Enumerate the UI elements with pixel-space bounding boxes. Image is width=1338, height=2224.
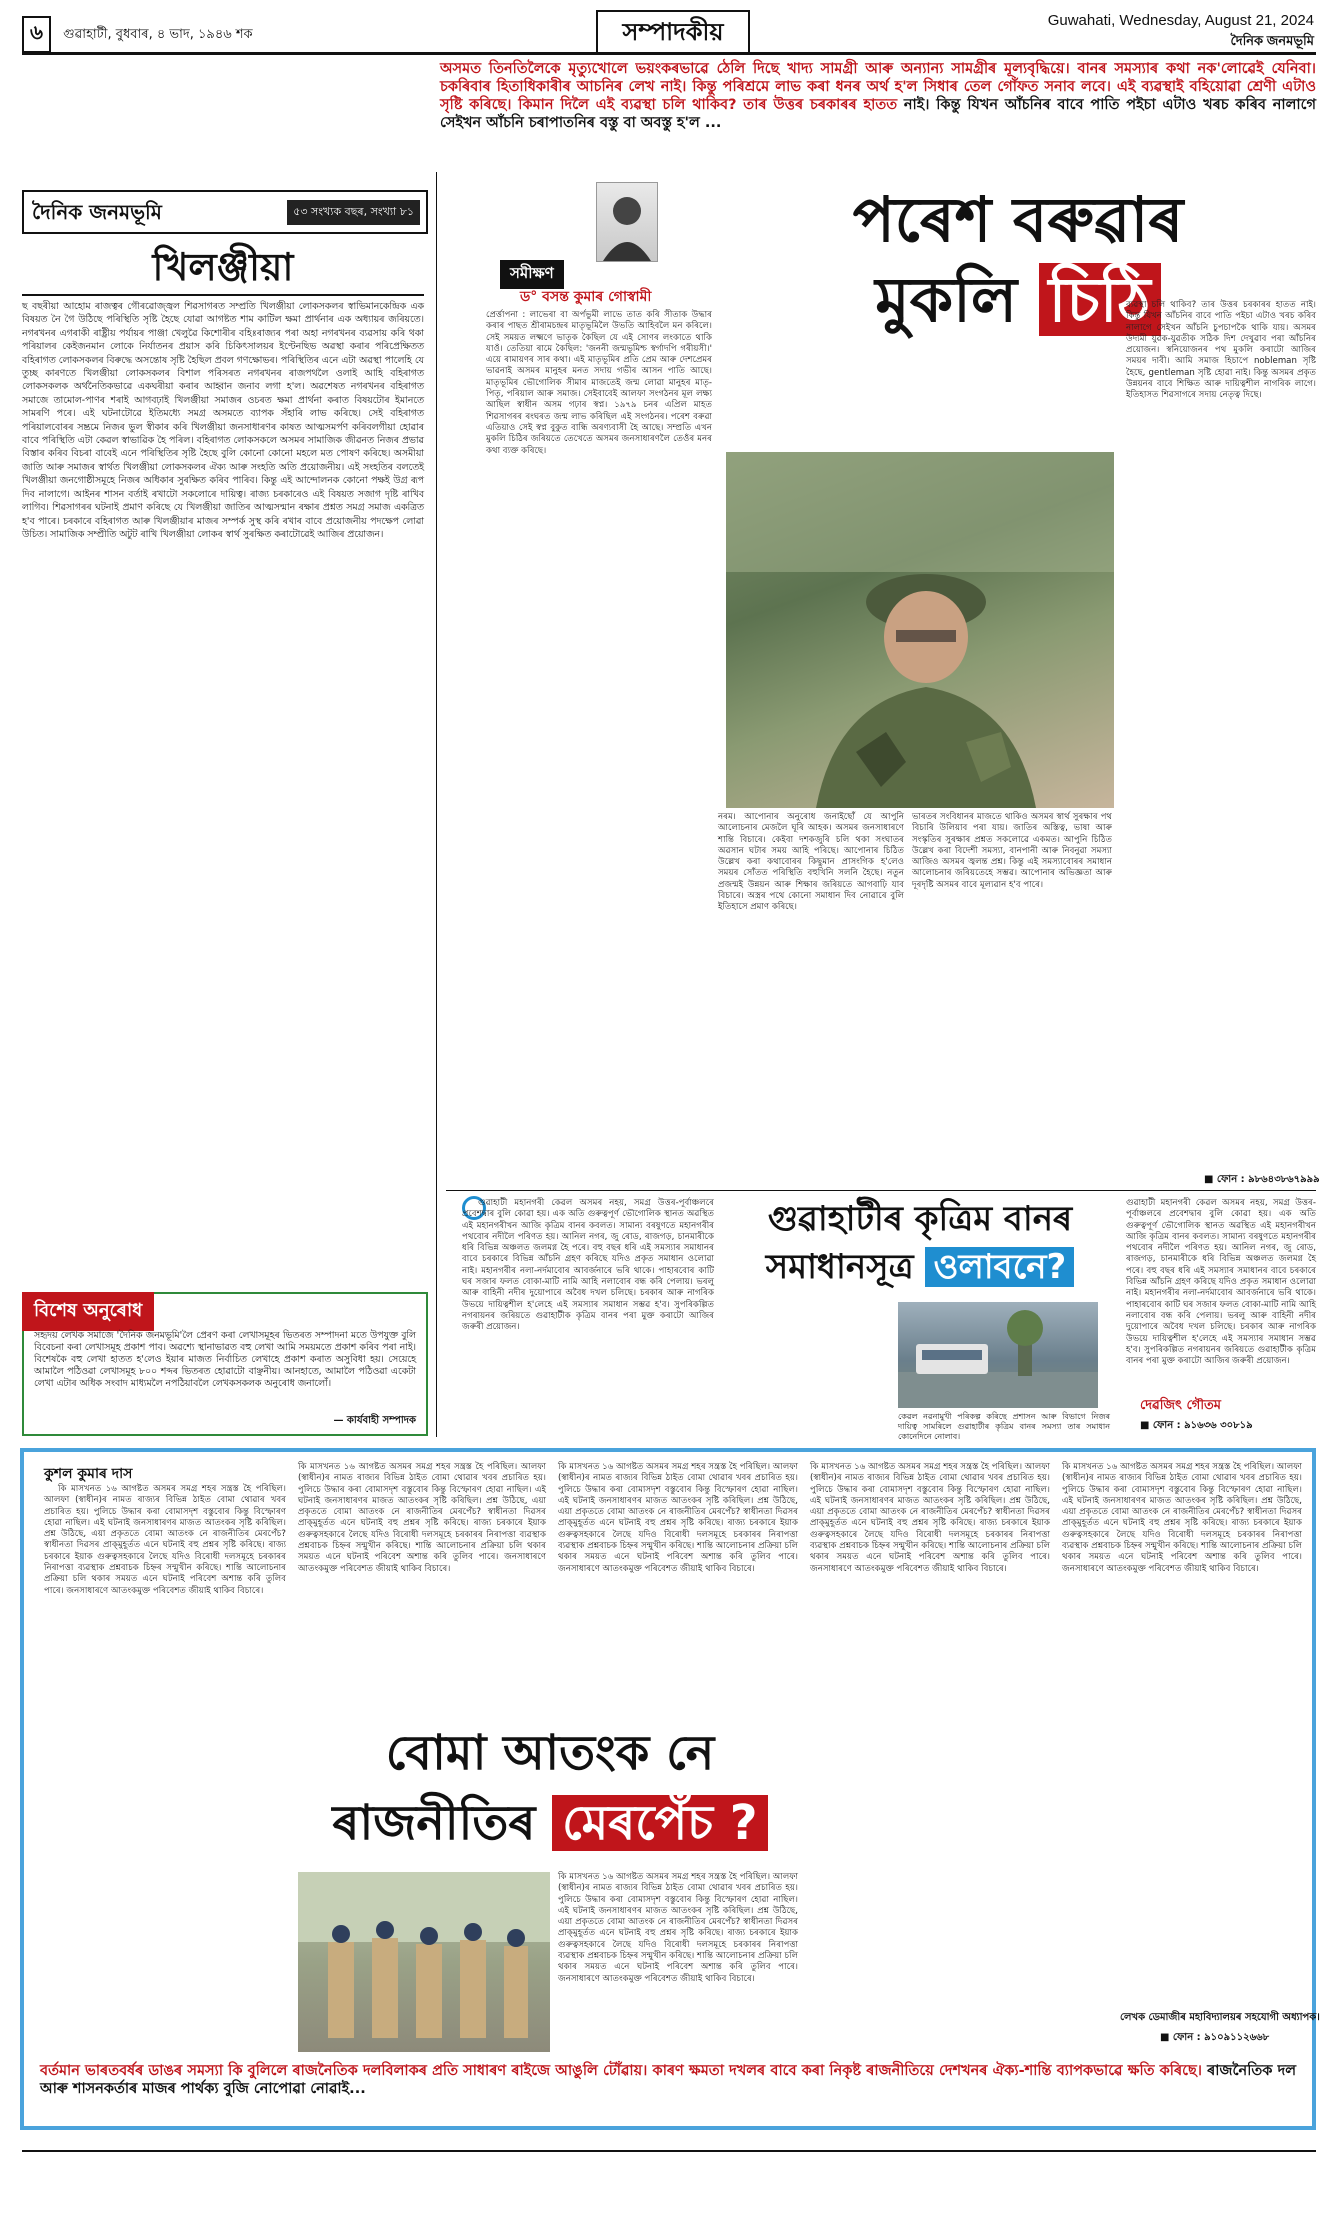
article-contact: ■ ফোন : ৯৮৬৪৩৮৬৭৯৯৯ [1204,1174,1320,1185]
flood-author: দেৱজিৎ গৌতম [1140,1398,1222,1413]
bottom-body-col5: কি মাসখনত ১৬ আগষ্টত অসমৰ সমগ্ৰ শহৰ সন্ত্ৰস্ত হৈ পৰিছিল। আলফা (স্বাধীন)ৰ নামত ৰাজ্যৰ বিভিন্ন ঠাইত বোমা থোৱাৰ খবৰ প্ৰচাৰিত হয়। পুলিচে উদ্ধাৰ কৰা বোমাসদৃশ বস্তুবোৰ কিন্তু বিস্ফোৰণ হোৱা নাছিল। এই ঘটনাই জনসাধাৰণৰ মাজত আতংকৰ সৃষ্টি কৰিছিল। প্ৰশ্ন উঠিছে, এয়া প্ৰকৃততে বোমা আতংক নে ৰাজনীতিৰ মেৰপেঁচ? স্বাধীনতা দিৱসৰ প্ৰাক্‌মুহূৰ্তত এনে ঘটনাই বহু প্ৰশ্নৰ সৃষ্টি কৰিছে। ৰাজ্য চৰকাৰে ইয়াক গুৰুত্বসহকাৰে লৈছে যদিও বিৰোধী দলসমূহে চৰকাৰৰ নিৰাপত্তা ব্যৱস্থাক প্ৰশ্নবাচক চিহ্নৰ সন্মুখীন কৰিছে। শান্তি আলোচনাৰ প্ৰক্ৰিয়া চলি থকাৰ সময়ত এনে ঘটনাই পৰিবেশ অশান্ত কৰি তুলিব পাৰে। জনসাধাৰণে আতংকমুক্ত পৰিবেশত জীয়াই থাকিব বিচাৰে। [1062,1462,1302,1574]
footer-rule [22,2150,1316,2152]
bottom-headline-line1: বোমা আতংক নে [385,1725,715,1781]
article-tag: সমীক্ষণ [500,260,564,289]
bottom-body-col3: কি মাসখনত ১৬ আগষ্টত অসমৰ সমগ্ৰ শহৰ সন্ত্ৰস্ত হৈ পৰিছিল। আলফা (স্বাধীন)ৰ নামত ৰাজ্যৰ বিভিন্ন ঠাইত বোমা থোৱাৰ খবৰ প্ৰচাৰিত হয়। পুলিচে উদ্ধাৰ কৰা বোমাসদৃশ বস্তুবোৰ কিন্তু বিস্ফোৰণ হোৱা নাছিল। এই ঘটনাই জনসাধাৰণৰ মাজত আতংকৰ সৃষ্টি কৰিছিল। প্ৰশ্ন উঠিছে, এয়া প্ৰকৃততে বোমা আতংক নে ৰাজনীতিৰ মেৰপেঁচ? স্বাধীনতা দিৱসৰ প্ৰাক্‌মুহূৰ্তত এনে ঘটনাই বহু প্ৰশ্নৰ সৃষ্টি কৰিছে। ৰাজ্য চৰকাৰে ইয়াক গুৰুত্বসহকাৰে লৈছে যদিও বিৰোধী দলসমূহে চৰকাৰৰ নিৰাপত্তা ব্যৱস্থাক প্ৰশ্নবাচক চিহ্নৰ সন্মুখীন কৰিছে। শান্তি আলোচনাৰ প্ৰক্ৰিয়া চলি থকাৰ সময়ত এনে ঘটনাই পৰিবেশ অশান্ত কৰি তুলিব পাৰে। জনসাধাৰণে আতংকমুক্ত পৰিবেশত জীয়াই থাকিব বিচাৰে। [558,1462,798,1574]
flood-caption: কেৱল নৱনামুখী পৰিকল্প কৰিছে প্ৰশাসন আৰু বিভাগে নিজৰ দায়িত্ব সামৰিলে গুৱাহাটীৰ কৃত্ৰিম বানৰ সমস্যা তাৰ সমাধান কোনেদিনে নোলাব। [898,1412,1110,1441]
right-brand: দৈনিক জনমভূমি [1230,33,1314,48]
left-dateline: গুৱাহাটী, বুধবাৰ, ৪ ভাদ, ১৯৪৬ শক [63,27,253,42]
bottom-quote-red: বৰ্তমান ভাৰতবৰ্ষৰ ডাঙৰ সমস্যা কি বুলিলে ৰাজনৈতিক দলবিলাকৰ প্ৰতি সাধাৰণ ৰাইজে আঙুলি টোঁৱায়। কাৰণ ক্ষমতা দখলৰ বাবে কৰা নিকৃষ্ট ৰাজনীতিয়ে দেশখনৰ ঐক্য-শান্তি ব্যাপকভাৱে ক্ষতি কৰিছে। [40,2063,1202,2079]
right-dateline: Guwahati, Wednesday, August 21, 2024 [1047,12,1314,29]
bottom-author: কুশল কুমাৰ দাস [44,1466,133,1482]
editorial-title: খিলঞ্জীয়া [152,245,294,289]
article-photo [726,452,1114,808]
bottom-contact: ■ ফোন : ৯১০৯১১২৬৬৮ [1160,2032,1270,2043]
bottom-headline-word: ৰাজনীতিৰ [332,1795,536,1851]
flood-headline-word: সমাধানসূত্ৰ [765,1247,914,1287]
flood-headline-line1: গুৱাহাটীৰ কৃত্ৰিম বানৰ [767,1199,1073,1239]
police-group-icon [298,1872,550,2052]
top-quote-black: নাই। কিন্তু যিখন আঁচনিৰ বাবে পাতি পইচা এটাও খৰচ কৰিব নালাগে সেইখন আঁচনি চৰাপাতনিৰ বস্তু বা অবস্তু হ'ল ... [440,97,1316,131]
top-quote [440,60,1316,168]
bottom-headline-line2 [290,1790,810,1856]
bottom-photo [298,1872,550,2052]
editorial-masthead-box [22,190,428,234]
editorial-body: ছ বছৰীয়া আহোম ৰাজত্বৰ গৌৰৱোজ্জ্বল শিৱসাগৰত সম্প্ৰতি খিলঞ্জীয়া লোকসকলৰ স্বাভিমানকেন্দ্ৰিক এক বিষয়ত নৈ গৈ উঠিছে পৰিস্থিতি সৃষ্টি হৈছে যোৱা আগষ্টত শাম কাটিল ক্ষমা প্ৰাৰ্থনাৰ এক অধ্যায়ৰ জৰিয়তে। নগৰখনৰ এগৰাকী ৰাষ্ট্ৰীয় পৰ্যায়ৰ পাঞ্জা খেলুৱৈ কিশোৰীৰ বহিঃৰাজ্যৰ পৰা অহা নগৰখনৰ ব্যৱসায় কৰি থকা পৰিয়ালৰ কেইজনমান লোকে নিৰ্যাতনৰ প্ৰয়াস কৰি চিকিৎসালয়ৰ ইণ্টেনছিভ অৱস্থা কৰাৰ পৰিপ্ৰেক্ষিতত বহিৰাগত লোকসকলৰ বিৰুদ্ধে অসন্তোষ সৃষ্টি হৈছিল প্ৰবল গণক্ষোভৰ। পৰিস্থিতিৰ এনে এটা অৱস্থা পালেহি যে তুচ্ছ কাৰণতে খিলঞ্জীয়া লোকসকলৰ বিশাল পৰিসৰত নগৰখনৰ ৰাজপথলৈ ওলাই আহি বহিৰাগত লোকসকলক অৰ্থনৈতিকভাৱে একঘৰীয়া কৰাৰ আহ্বান জনাব লগা হ'ল। অৱশেষত নগৰখনৰ বহিৰাগত সমাজে তামোল-পাণৰ শৰাই আগবঢ়াই খিলঞ্জীয়া সমাজৰ ওচৰত ক্ষমা প্ৰাৰ্থনা কৰাত বিষয়টোৰ ইমানতে সামৰণি পৰে। এই ঘটনাটোৱে ইতিমধ্যে সমগ্ৰ অসমতে ব্যাপক সঁহাৰি লাভ কৰিছে। সেই বহিৰাগত পৰিয়ালবোৰৰ সম্ভ্ৰমে নিজৰ ভুল স্বীকাৰ কৰি খিলঞ্জীয়া জনসাধাৰণৰ কাষত আত্মসমৰ্পণ কৰিবলগীয়া হোৱাৰ বাবে পৰিস্থিতি এটা কেৱল স্বাভাৱিক হৈ পৰিল। বহিৰাগত লোকসকলে অসমৰ সামাজিক জীৱনত নিজৰ প্ৰভাৱ বিস্তাৰ কৰিব বিচৰা বাবেই এনে পৰিস্থিতিৰ সৃষ্টি হৈছে বুলি কোনো কোনো মহলে মত পোষণ কৰিছে। অসমীয়া জাতি আৰু সমাজৰ স্বাৰ্থত খিলঞ্জীয়া লোকসকলৰ ঐক্য আৰু সংহতি অতি প্ৰয়োজনীয়। এই সংহতিৰ বলতেই খিলঞ্জীয়া জনগোষ্ঠীসমূহে নিজৰ অধিকাৰ সুৰক্ষিত কৰিব পাৰিব। কিন্তু এই আন্দোলনক কোনো পক্ষই উগ্ৰ ৰূপ দিব নালাগে। আইনৰ শাসন বৰ্তাই ৰখাটো সকলোৰে দায়িত্ব। ৰাজ্য চৰকাৰেও এই বিষয়ত সজাগ দৃষ্টি ৰাখিব লাগিব। শিৱসাগৰৰ ঘটনাই প্ৰমাণ কৰিছে যে খিলঞ্জীয়া জাতিৰ আত্মসন্মান ৰক্ষাৰ প্ৰশ্নত সমগ্ৰ সমাজ একত্ৰিত হ'ব পাৰে। চৰকাৰে বহিৰাগত আৰু খিলঞ্জীয়াৰ মাজৰ সম্পৰ্ক সুস্থ কৰি ৰখাৰ বাবে প্ৰয়োজনীয় পদক্ষেপ লোৱা উচিত। সামাজিক সম্প্ৰীতি অটুট ৰাখি খিলঞ্জীয়া লোকৰ স্বাৰ্থ সুৰক্ষিত কৰাটোৱেই আজিৰ প্ৰয়োজন। [22,301,424,540]
notice-box [22,1292,428,1436]
section-title: সম্পাদকীয় [596,10,750,54]
editorial-title-rule [22,294,424,296]
header-left [22,16,253,53]
author-silhouette-icon [597,183,657,261]
headline-word-open: মুকলি [875,263,1018,336]
bottom-caption: লেখক ডেমাজীৰ মহাবিদ্যালয়ৰ সহযোগী অধ্যাপক। [1120,2012,1320,2023]
header-rule [22,52,1316,55]
flooded-street-icon [898,1302,1098,1408]
bottom-body-col1: কি মাসখনত ১৬ আগষ্টত অসমৰ সমগ্ৰ শহৰ সন্ত্ৰস্ত হৈ পৰিছিল। আলফা (স্বাধীন)ৰ নামত ৰাজ্যৰ বিভিন্ন ঠাইত বোমা থোৱাৰ খবৰ প্ৰচাৰিত হয়। পুলিচে উদ্ধাৰ কৰা বোমাসদৃশ বস্তুবোৰ কিন্তু বিস্ফোৰণ হোৱা নাছিল। এই ঘটনাই জনসাধাৰণৰ মাজত আতংকৰ সৃষ্টি কৰিছিল। প্ৰশ্ন উঠিছে, এয়া প্ৰকৃততে বোমা আতংক নে ৰাজনীতিৰ মেৰপেঁচ? স্বাধীনতা দিৱসৰ প্ৰাক্‌মুহূৰ্তত এনে ঘটনাই বহু প্ৰশ্নৰ সৃষ্টি কৰিছে। ৰাজ্য চৰকাৰে ইয়াক গুৰুত্বসহকাৰে লৈছে যদিও বিৰোধী দলসমূহে চৰকাৰৰ নিৰাপত্তা ব্যৱস্থাক প্ৰশ্নবাচক চিহ্নৰ সন্মুখীন কৰিছে। শান্তি আলোচনাৰ প্ৰক্ৰিয়া চলি থকাৰ সময়ত এনে ঘটনাই পৰিবেশ অশান্ত কৰি তুলিব পাৰে। জনসাধাৰণে আতংকমুক্ত পৰিবেশত জীয়াই থাকিব বিচাৰে। [44,1484,286,1596]
flood-headline-line2 [720,1244,1120,1290]
notice-title: বিশেষ অনুৰোধ [22,1292,154,1331]
header-right [1048,12,1314,53]
article-author: ড° বসন্ত কুমাৰ গোস্বামী [520,289,652,305]
column-divider [436,172,437,1437]
flood-contact: ■ ফোন : ৯১৬৩৬ ৩০৮১৯ [1140,1420,1253,1431]
flood-body-right: গুৱাহাটী মহানগৰী কেৱল অসমৰ নহয়, সমগ্ৰ উত্তৰ-পূৰ্বাঞ্চলৰে প্ৰবেশদ্বাৰ বুলি কোৱা হয়। এক অতি গুৰুত্বপূৰ্ণ ভৌগোলিক স্থানত অৱস্থিত এই মহানগৰীখন আজি কৃত্ৰিম বানৰ কবলত। সামান্য বৰষুণতে মহানগৰীৰ পথবোৰ নদীলৈ পৰিণত হয়। আনিল নগৰ, জু ৰোড, ৰাজগড়, চানমাৰীকে ধৰি বিভিন্ন অঞ্চলত জলমগ্ন হৈ পৰে। বহু বছৰ ধৰি এই সমস্যাৰ সমাধানৰ বাবে চৰকাৰে বিভিন্ন আঁচনি গ্ৰহণ কৰিছে যদিও প্ৰকৃত সমাধান ওলোৱা নাই। মহানগৰীৰ নলা-নৰ্দমাবোৰ আবৰ্জনাৰে ভৰি থাকে। পাহাৰবোৰ কাটি ঘৰ সজাৰ ফলত বোকা-মাটি নামি আহি নলাবোৰ বন্ধ কৰি পেলায়। ভৰলু আৰু বাহিনী নদীৰ দুয়োপাৰে অবৈধ দখল চলিছে। চৰকাৰ আৰু নাগৰিক উভয়ে দায়িত্বশীল হ'লেহে এই সমস্যাৰ সমাধান সম্ভৱ হ'ব। সুপৰিকল্পিত নগৰায়নৰ জৰিয়তে গুৱাহাটীক কৃত্ৰিম বানৰ পৰা মুক্ত কৰাটো আজিৰ জৰুৰী প্ৰয়োজন। [1126,1198,1316,1367]
article-body-left: প্ৰেৰ্ত্তাপনা : লাভেৰা বা অৰ্পভুমী লাভে তাত কৰি সীতাক উদ্ধাৰ কৰাৰ পাছত শ্ৰীৰামচন্দ্ৰৰ মাতৃভূমিলৈ উভতি আহিবলৈ মন কৰিলে। সেই সময়ত লক্ষ্মণে ভাতৃক কৈছিল যে এই সোণৰ লংকাতে থাকি যাওঁ। তেতিয়া ৰামে কৈছিল: 'জননী জন্মভূমিশ্চ স্বৰ্গাদপি গৰীয়সী।' এয়ে ৰামায়ণৰ সাৰ কথা। এই মাতৃভূমিৰ প্ৰতি প্ৰেম আৰু দেশপ্ৰেমৰ ভাৱনাই অসমৰ মানুহৰ মনত সদায় গভীৰ আসন পাতি আছে। মাতৃভূমিৰ ভৌগোলিক সীমাৰ মাজতেই জন্ম লোৱা মানুহৰ মাতৃ-পিতৃ, পৰিয়াল আৰু সমাজ। সেইবাবেই আলফা সংগঠনৰ মূল লক্ষ্য আছিল স্বাধীন অসম গঢ়াৰ স্বপ্ন। ১৯৭৯ চনৰ এপ্ৰিল মাহত শিৱসাগৰৰ ৰংঘৰত জন্ম লাভ কৰিছিল এই সংগঠনৰ। পৰেশ বৰুৱা এতিয়াও সেই স্বপ্ন বুকুত বান্ধি অৰণ্যবাসী হৈ আছে। সম্প্ৰতি এখন মুকলি চিঠিৰ জৰিয়তে তেখেতে অসমৰ জনসাধাৰণলৈ তেওঁৰ মনৰ কথা ব্যক্ত কৰিছে। [486,310,712,456]
notice-signature: — কাৰ্যবাহী সম্পাদক [333,1415,416,1426]
issue-info: ৫৩ সংখ্যক বছৰ, সংখ্যা ৮১ [287,200,420,225]
bottom-body-col2: কি মাসখনত ১৬ আগষ্টত অসমৰ সমগ্ৰ শহৰ সন্ত্ৰস্ত হৈ পৰিছিল। আলফা (স্বাধীন)ৰ নামত ৰাজ্যৰ বিভিন্ন ঠাইত বোমা থোৱাৰ খবৰ প্ৰচাৰিত হয়। পুলিচে উদ্ধাৰ কৰা বোমাসদৃশ বস্তুবোৰ কিন্তু বিস্ফোৰণ হোৱা নাছিল। এই ঘটনাই জনসাধাৰণৰ মাজত আতংকৰ সৃষ্টি কৰিছিল। প্ৰশ্ন উঠিছে, এয়া প্ৰকৃততে বোমা আতংক নে ৰাজনীতিৰ মেৰপেঁচ? স্বাধীনতা দিৱসৰ প্ৰাক্‌মুহূৰ্তত এনে ঘটনাই বহু প্ৰশ্নৰ সৃষ্টি কৰিছে। ৰাজ্য চৰকাৰে ইয়াক গুৰুত্বসহকাৰে লৈছে যদিও বিৰোধী দলসমূহে চৰকাৰৰ নিৰাপত্তা ব্যৱস্থাক প্ৰশ্নবাচক চিহ্নৰ সন্মুখীন কৰিছে। শান্তি আলোচনাৰ প্ৰক্ৰিয়া চলি থকাৰ সময়ত এনে ঘটনাই পৰিবেশ অশান্ত কৰি তুলিব পাৰে। জনসাধাৰণে আতংকমুক্ত পৰিবেশত জীয়াই থাকিব বিচাৰে। [298,1462,546,1574]
notice-body: সহৃদয় লেখক সমাজে 'দৈনিক জনমভূমি'লৈ প্ৰেৰণ কৰা লেখাসমূহৰ ভিতৰত সম্পাদনা মতে উপযুক্ত বুলি বিবেচনা কৰা লেখাসমূহ প্ৰকাশ পাব। অৱশ্যে স্থানাভাৱত বহু লেখা আমি সময়মতে প্ৰকাশ কৰিব পৰা নাই। বিশেষকৈ বহু লেখা হাতত হ'লেও ইয়াৰ মাজত নিৰ্বাচিত লেখাহে প্ৰকাশ কৰাত অসুবিধা হয়। সেয়েহে আমালৈ পঠিওৱা লেখাসমূহ ৮০০ শব্দৰ ভিতৰত হোৱাটো বাঞ্ছনীয়। আনহাতে, আমালৈ পঠিওৱা একেটা লেখা এটাৰ অধিক সংবাদ মাধ্যমলৈ নপঠিয়াবলৈ লেখকসকলক অনুৰোধ জনালোঁ। [34,1330,416,1389]
editorial-masthead: দৈনিক জনমভূমি [32,200,162,224]
page-number: ৬ [22,16,51,53]
soldier-figure-icon [726,452,1114,808]
headline-word-letter: চিঠি [1039,263,1161,336]
bottom-body-col4: কি মাসখনত ১৬ আগষ্টত অসমৰ সমগ্ৰ শহৰ সন্ত্ৰস্ত হৈ পৰিছিল। আলফা (স্বাধীন)ৰ নামত ৰাজ্যৰ বিভিন্ন ঠাইত বোমা থোৱাৰ খবৰ প্ৰচাৰিত হয়। পুলিচে উদ্ধাৰ কৰা বোমাসদৃশ বস্তুবোৰ কিন্তু বিস্ফোৰণ হোৱা নাছিল। এই ঘটনাই জনসাধাৰণৰ মাজত আতংকৰ সৃষ্টি কৰিছিল। প্ৰশ্ন উঠিছে, এয়া প্ৰকৃততে বোমা আতংক নে ৰাজনীতিৰ মেৰপেঁচ? স্বাধীনতা দিৱসৰ প্ৰাক্‌মুহূৰ্তত এনে ঘটনাই বহু প্ৰশ্নৰ সৃষ্টি কৰিছে। ৰাজ্য চৰকাৰে ইয়াক গুৰুত্বসহকাৰে লৈছে যদিও বিৰোধী দলসমূহে চৰকাৰৰ নিৰাপত্তা ব্যৱস্থাক প্ৰশ্নবাচক চিহ্নৰ সন্মুখীন কৰিছে। শান্তি আলোচনাৰ প্ৰক্ৰিয়া চলি থকাৰ সময়ত এনে ঘটনাই পৰিবেশ অশান্ত কৰি তুলিব পাৰে। জনসাধাৰণে আতংকমুক্ত পৰিবেশত জীয়াই থাকিব বিচাৰে। [810,1462,1050,1574]
flood-body: গুৱাহাটী মহানগৰী কেৱল অসমৰ নহয়, সমগ্ৰ উত্তৰ-পূৰ্বাঞ্চলৰে প্ৰবেশদ্বাৰ বুলি কোৱা হয়। এক অতি গুৰুত্বপূৰ্ণ ভৌগোলিক স্থানত অৱস্থিত এই মহানগৰীখন আজি কৃত্ৰিম বানৰ কবলত। সামান্য বৰষুণতে মহানগৰীৰ পথবোৰ নদীলৈ পৰিণত হয়। আনিল নগৰ, জু ৰোড, ৰাজগড়, চানমাৰীকে ধৰি বিভিন্ন অঞ্চলত জলমগ্ন হৈ পৰে। বহু বছৰ ধৰি এই সমস্যাৰ সমাধানৰ বাবে চৰকাৰে বিভিন্ন আঁচনি গ্ৰহণ কৰিছে যদিও প্ৰকৃত সমাধান ওলোৱা নাই। মহানগৰীৰ নলা-নৰ্দমাবোৰ আবৰ্জনাৰে ভৰি থাকে। পাহাৰবোৰ কাটি ঘৰ সজাৰ ফলত বোকা-মাটি নামি আহি নলাবোৰ বন্ধ কৰি পেলায়। ভৰলু আৰু বাহিনী নদীৰ দুয়োপাৰে অবৈধ দখল চলিছে। চৰকাৰ আৰু নাগৰিক উভয়ে দায়িত্বশীল হ'লেহে এই সমস্যাৰ সমাধান সম্ভৱ হ'ব। সুপৰিকল্পিত নগৰায়নৰ জৰিয়তে গুৱাহাটীক কৃত্ৰিম বানৰ পৰা মুক্ত কৰাটো আজিৰ জৰুৰী প্ৰয়োজন। [462,1198,714,1333]
bottom-quote [40,2062,1296,2122]
article-body-mid: নৰম। আপোনাৰ অনুৰোধ জনাইছোঁ যে আপুনি আলোচনাৰ মেজলৈ ঘূৰি আহক। অসমৰ জনসাধাৰণে শান্তি বিচাৰে। কেইবা দশকজুৰি চলি থকা সংঘাতৰ অৱসান ঘটাৰ সময় আহি পৰিছে। আপোনাৰ চিঠিত উল্লেখ কৰা কথাবোৰৰ কিছুমান প্ৰাসংগিক হ'লেও সময়ৰ সোঁতত পৰিস্থিতি বহুখিনি সলনি হৈছে। নতুন প্ৰজন্মই উন্নয়ন আৰু শিক্ষাৰ জৰিয়তে আগবাঢ়ি যাব বিচাৰে। অস্ত্ৰৰ পথে কোনো সমাধান দিব নোৱাৰে বুলি ইতিহাসে প্ৰমাণ কৰিছে। [718,812,904,913]
author-photo [596,182,658,262]
mid-rule [446,1190,1316,1191]
flood-headline-question: ওলাবনে? [925,1247,1074,1287]
flood-photo [898,1302,1098,1408]
bottom-headline-red: মেৰপেঁচ ? [552,1795,767,1851]
bottom-quote-black: ৰাজনৈতিক দল আৰু শাসনকৰ্তাৰ মাজৰ পাৰ্থক্য বুজি নোপোৱা নোৱাই... [40,2063,1296,2097]
bottom-body-under: কি মাসখনত ১৬ আগষ্টত অসমৰ সমগ্ৰ শহৰ সন্ত্ৰস্ত হৈ পৰিছিল। আলফা (স্বাধীন)ৰ নামত ৰাজ্যৰ বিভিন্ন ঠাইত বোমা থোৱাৰ খবৰ প্ৰচাৰিত হয়। পুলিচে উদ্ধাৰ কৰা বোমাসদৃশ বস্তুবোৰ কিন্তু বিস্ফোৰণ হোৱা নাছিল। এই ঘটনাই জনসাধাৰণৰ মাজত আতংকৰ সৃষ্টি কৰিছিল। প্ৰশ্ন উঠিছে, এয়া প্ৰকৃততে বোমা আতংক নে ৰাজনীতিৰ মেৰপেঁচ? স্বাধীনতা দিৱসৰ প্ৰাক্‌মুহূৰ্তত এনে ঘটনাই বহু প্ৰশ্নৰ সৃষ্টি কৰিছে। ৰাজ্য চৰকাৰে ইয়াক গুৰুত্বসহকাৰে লৈছে যদিও বিৰোধী দলসমূহে চৰকাৰৰ নিৰাপত্তা ব্যৱস্থাক প্ৰশ্নবাচক চিহ্নৰ সন্মুখীন কৰিছে। শান্তি আলোচনাৰ প্ৰক্ৰিয়া চলি থকাৰ সময়ত এনে ঘটনাই পৰিবেশ অশান্ত কৰি তুলিব পাৰে। জনসাধাৰণে আতংকমুক্ত পৰিবেশত জীয়াই থাকিব বিচাৰে। [558,1872,798,1984]
headline-line1: পৰেশ বৰুৱাৰ [852,183,1184,256]
article-body-right: ভাৰতৰ সংবিধানৰ মাজতে থাকিও অসমৰ স্বাৰ্থ সুৰক্ষাৰ পথ বিচাৰি উলিয়াব পৰা যায়। জাতিৰ অস্তিত্ব, ভাষা আৰু সংস্কৃতিৰ সুৰক্ষাৰ প্ৰশ্নত সকলোৱে একমত। আপুনি চিঠিত উল্লেখ কৰা বিদেশী সমস্যা, বানপানী আৰু নিবনুৱা সমস্যা আজিও অসমৰ জ্বলন্ত প্ৰশ্ন। কিন্তু এই সমস্যাবোৰৰ সমাধান আলোচনাৰ জৰিয়তেহে সম্ভৱ। আপোনাৰ অভিজ্ঞতা আৰু দূৰদৃষ্টি অসমৰ বাবে মূল্যৱান হ'ব পাৰে। [912,812,1112,890]
article-body-far: ব্যৱস্থা চলি থাকিব? তাৰ উত্তৰ চৰকাৰৰ হাতত নাই। কিন্তু যিখন আঁচনিৰ বাবে পাতি পইচা এটাও খৰচ কৰিব নালাগে সেইখন আঁচনি চুপচাপকৈ থাকি যায়। অসমৰ উদ্যমী যুৱক-যুৱতীক সঠিক দিশ দেখুৱাব পৰা আঁচনিৰ প্ৰয়োজন। স্বনিয়োজনৰ পথ মুকলি কৰাটো আজিৰ সময়ৰ দাবী। আমি সমাজ হিচাপে nobleman সৃষ্টি হৈছে, gentleman সৃষ্টি হোৱা নাই। কিন্তু অসমৰ প্ৰকৃত উন্নয়নৰ বাবে শিক্ষিত আৰু দায়িত্বশীল নাগৰিক লাগে। ইতিহাসত শিৱসাগৰে সদায় নেতৃত্ব দিছে। [1126,300,1316,401]
top-quote-red: অসমত তিনতিলৈকে মৃত্যুখোলে ভয়ংকৰভাৱে ঠেলি দিছে খাদ্য সামগ্ৰী আৰু অন্যান্য সামগ্ৰীৰ মূল্যবৃদ্ধিয়ে। বানৰ সমস্যাৰ কথা নক'লোৱেই যেনিবা। চকৰিবাৰ হিতাধিকাৰীৰ আচনিৰ লেখ নাই। কিন্তু পৰিশ্ৰমে লাভ কৰা ধনৰ অৰ্থ হ'ল সিধাৰ তেল গোঁফত সনাব লবে। এই ব্যৱস্থাই বহিয়োৱা শ্ৰেণী এটাও সৃষ্টি কৰিছে। কিমান দিলৈ এই ব্যৱস্থা চলি থাকিব? তাৰ উত্তৰ চৰকাৰৰ হাতত [440,61,1316,113]
